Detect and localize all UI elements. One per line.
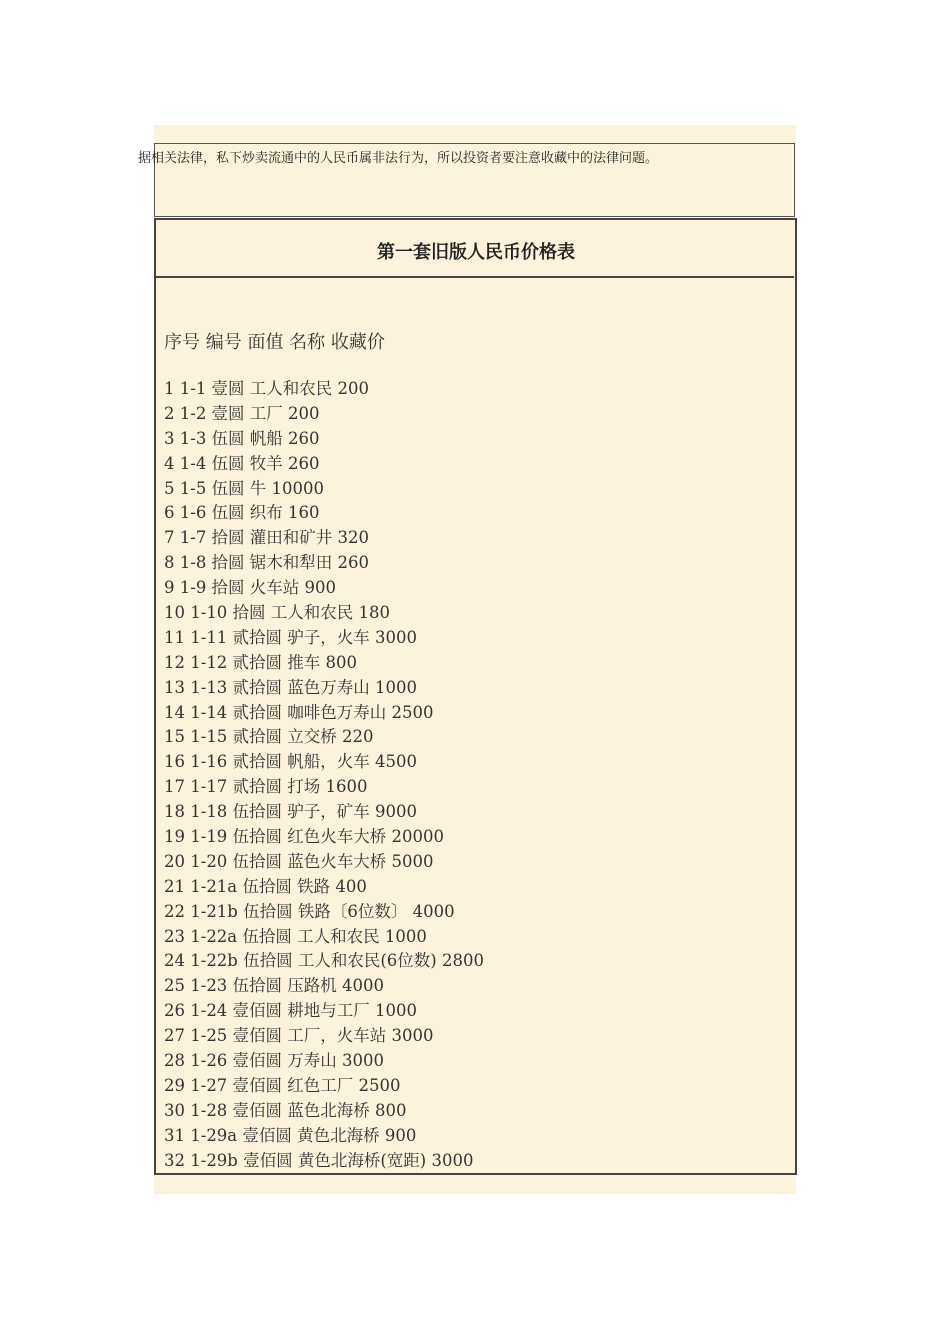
price-list bbox=[164, 377, 484, 1174]
table-row: 5 1-5 伍圆 牛 10000 bbox=[164, 478, 325, 498]
table-row: 24 1-22b 伍拾圆 工人和农民(6位数) 2800 bbox=[164, 951, 484, 971]
table-row: 4 1-4 伍圆 牧羊 260 bbox=[164, 453, 320, 473]
table-row: 1 1-1 壹圆 工人和农民 200 bbox=[164, 379, 370, 398]
table-row: 13 1-13 贰拾圆 蓝色万寿山 1000 bbox=[164, 677, 418, 697]
table-row: 12 1-12 贰拾圆 推车 800 bbox=[164, 652, 358, 672]
table-row: 18 1-18 伍拾圆 驴子，矿车 9000 bbox=[164, 802, 418, 822]
table-row: 29 1-27 壹佰圆 红色工厂 2500 bbox=[164, 1075, 401, 1095]
table-row: 23 1-22a 伍拾圆 工人和农民 1000 bbox=[164, 926, 427, 946]
table-row: 26 1-24 壹佰圆 耕地与工厂 1000 bbox=[164, 1001, 418, 1021]
table-row: 19 1-19 伍拾圆 红色火车大桥 20000 bbox=[164, 827, 445, 847]
legal-notice: 据相关法律，私下炒卖流通中的人民币属非法行为，所以投资者要注意收藏中的法律问题。 bbox=[138, 151, 659, 166]
table-row: 16 1-16 贰拾圆 帆船，火车 4500 bbox=[164, 752, 418, 772]
table-row: 21 1-21a 伍拾圆 铁路 400 bbox=[164, 876, 367, 896]
table-row: 28 1-26 壹佰圆 万寿山 3000 bbox=[164, 1051, 385, 1071]
table-row: 14 1-14 贰拾圆 咖啡色万寿山 2500 bbox=[164, 702, 434, 722]
table-row: 8 1-8 拾圆 锯木和犁田 260 bbox=[164, 553, 370, 573]
table-row: 11 1-11 贰拾圆 驴子，火车 3000 bbox=[164, 627, 418, 647]
table-row: 30 1-28 壹佰圆 蓝色北海桥 800 bbox=[164, 1100, 407, 1120]
table-row: 25 1-23 伍拾圆 压路机 4000 bbox=[164, 976, 385, 996]
table-row: 9 1-9 拾圆 火车站 900 bbox=[164, 578, 337, 598]
table-title: 第一套旧版人民币价格表 bbox=[377, 242, 575, 263]
table-row: 3 1-3 伍圆 帆船 260 bbox=[164, 428, 320, 448]
table-row: 2 1-2 壹圆 工厂 200 bbox=[164, 403, 320, 423]
table-row: 20 1-20 伍拾圆 蓝色火车大桥 5000 bbox=[164, 851, 434, 871]
column-headers: 序号 编号 面值 名称 收藏价 bbox=[164, 332, 385, 353]
table-row: 22 1-21b 伍拾圆 铁路〔6位数〕 4000 bbox=[164, 901, 455, 921]
table-row: 31 1-29a 壹佰圆 黄色北海桥 900 bbox=[164, 1125, 417, 1145]
table-row: 10 1-10 拾圆 工人和农民 180 bbox=[164, 603, 391, 623]
table-row: 6 1-6 伍圆 织布 160 bbox=[164, 503, 320, 523]
table-row: 27 1-25 壹佰圆 工厂，火车站 3000 bbox=[164, 1026, 434, 1046]
table-row: 17 1-17 贰拾圆 打场 1600 bbox=[164, 777, 368, 797]
table-row: 15 1-15 贰拾圆 立交桥 220 bbox=[164, 727, 374, 747]
table-row: 32 1-29b 壹佰圆 黄色北海桥(宽距) 3000 bbox=[164, 1150, 474, 1170]
table-row: 7 1-7 拾圆 灌田和矿井 320 bbox=[164, 528, 370, 548]
